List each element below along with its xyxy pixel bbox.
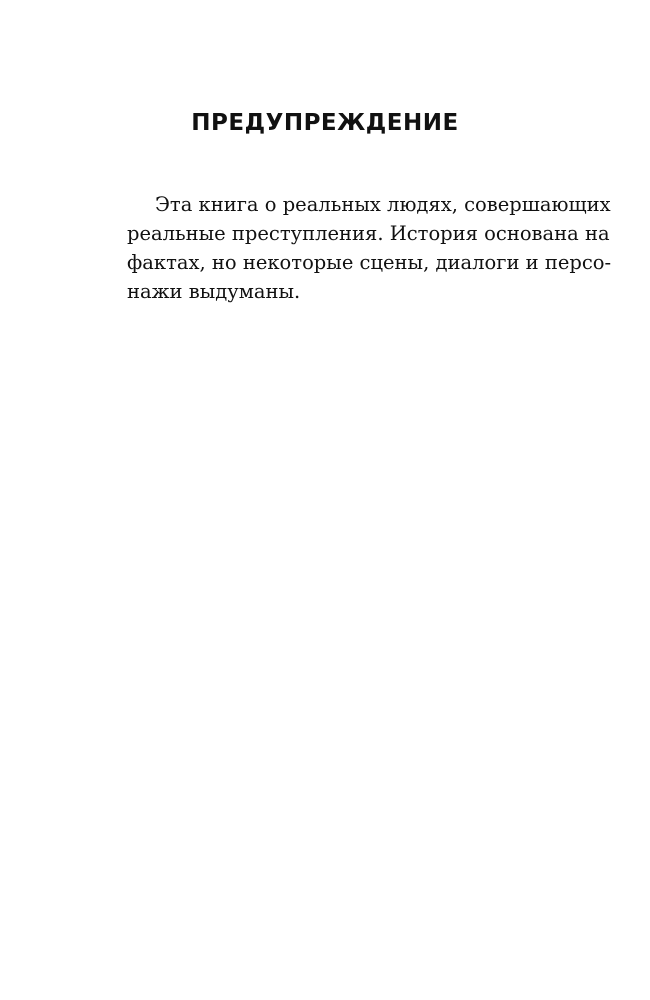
paragraph-line: нажи выдуманы. [127,280,301,303]
page-heading: ПРЕДУПРЕЖДЕНИЕ [191,110,459,136]
paragraph-line: реальные преступления. История основана на [127,222,610,245]
paragraph-line: Эта книга о реальных людях, совершающих [155,193,611,216]
paragraph-line: фактах, но некоторые сцены, диалоги и персо- [127,251,612,274]
warning-paragraph [127,190,612,306]
